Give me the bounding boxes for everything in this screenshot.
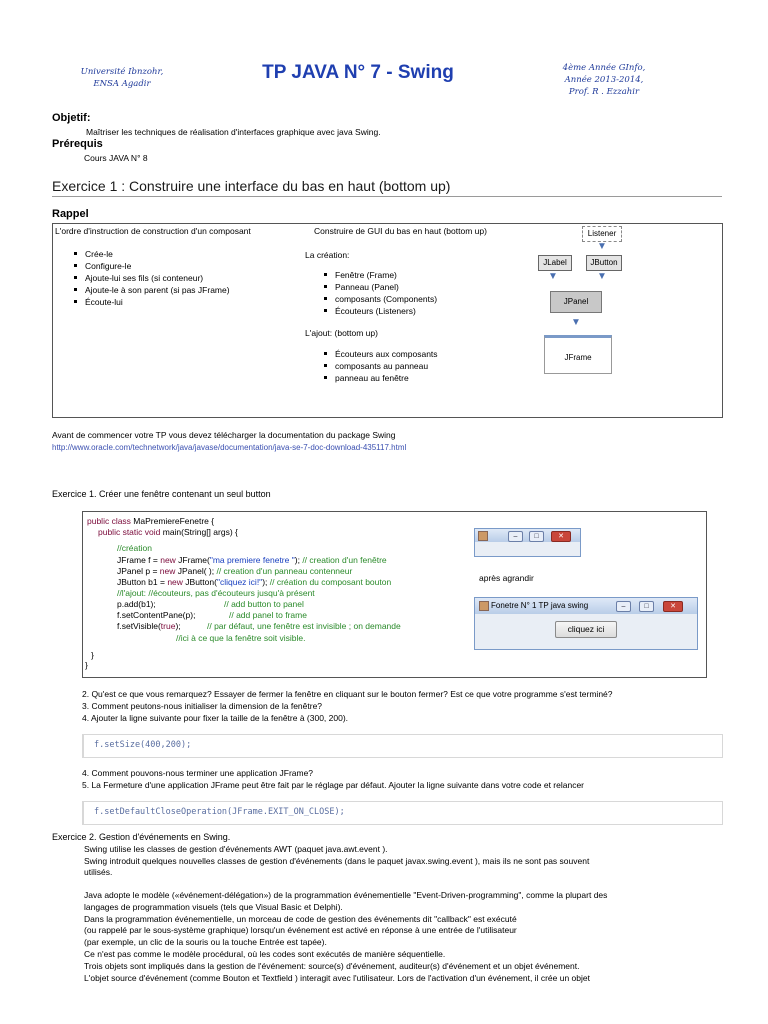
- paragraph-line: Swing introduit quelques nouvelles classes de gestion d'événements (dans le paquet javax.swing.event ), mais ils ne sont pas souvent: [84, 856, 590, 866]
- paragraph-line: Dans la programmation événementielle, un morceau de code de gestion des événements dit "callback" est exécuté: [84, 914, 517, 924]
- code-line: [117, 599, 156, 610]
- code-text: JFrame(: [175, 555, 210, 565]
- creation-label: La création:: [305, 250, 350, 260]
- keyword: public class: [87, 516, 131, 526]
- code-text: f.setVisible(: [117, 621, 161, 631]
- university-label: [72, 66, 172, 90]
- keyword: new: [159, 566, 176, 576]
- code-text: main(String[] args) {: [160, 527, 238, 537]
- download-note: Avant de commencer votre TP vous devez télécharger la documentation du package Swing: [52, 430, 396, 440]
- code-line: }: [91, 650, 94, 660]
- code-comment: // creation d'un panneau contenneur: [216, 566, 353, 576]
- listener-box: Listener: [582, 226, 622, 242]
- code-text: JButton(: [182, 577, 217, 587]
- close-icon[interactable]: ✕: [551, 531, 571, 542]
- paragraph-line: Trois objets sont impliqués dans la gestion de l'événement: source(s) d'événement, auditeur(s) d'événement et un objet événement.: [84, 961, 580, 971]
- code-text: MaPremiereFenetre {: [130, 516, 215, 526]
- list-item: Écouteurs (Listeners): [321, 305, 437, 317]
- code-comment: //création: [117, 543, 152, 553]
- creation-list: [321, 269, 437, 317]
- list-item: composants (Components): [321, 293, 437, 305]
- list-item: composants au panneau: [321, 360, 438, 372]
- code-comment: // add panel to frame: [229, 610, 307, 620]
- ajout-label: L'ajout: (bottom up): [305, 328, 378, 338]
- construction-steps-list: [71, 248, 230, 308]
- rappel-box: [52, 223, 723, 418]
- window-titlebar: [475, 529, 580, 542]
- exercise1-intro: Exercice 1. Créer une fenêtre contenant un seul button: [52, 489, 271, 499]
- jpanel-box: JPanel: [550, 291, 602, 313]
- keyword: public static void: [98, 527, 161, 537]
- code-comment: // création du composant bouton: [269, 577, 392, 587]
- bottom-up-title: Construire de GUI du bas en haut (bottom up): [314, 226, 487, 236]
- prerequis-heading: Prérequis: [52, 138, 103, 150]
- course-prof-line: Prof. R . Ezzahir: [568, 87, 640, 97]
- maximize-icon[interactable]: □: [529, 531, 544, 542]
- code-text: JButton b1 =: [117, 577, 168, 587]
- java-icon: [479, 601, 489, 611]
- keyword: new: [167, 577, 183, 587]
- small-window-preview: [474, 528, 581, 557]
- paragraph-line: utilisés.: [84, 867, 113, 877]
- code-text: );: [175, 621, 181, 631]
- question-4b: 4. Comment pouvons-nous terminer une application JFrame?: [82, 768, 314, 778]
- list-item: panneau au fenêtre: [321, 372, 438, 384]
- rappel-heading: Rappel: [52, 208, 89, 220]
- jframe-box: JFrame: [544, 335, 612, 374]
- code-text: );: [262, 577, 270, 587]
- section-divider: [52, 196, 722, 197]
- code-text: JFrame f =: [117, 555, 161, 565]
- list-item: Écoute-lui: [71, 296, 230, 308]
- code-comment: //ici à ce que la fenêtre soit visible.: [176, 633, 306, 643]
- list-item: Ajoute-le à son parent (si pas JFrame): [71, 284, 230, 296]
- paragraph-line: (ou rappelé par le sous-système graphique) lorsqu'un événement est activé en réponse à une entrée de l'utilisateur: [84, 925, 517, 935]
- code-comment: // add button to panel: [224, 599, 304, 609]
- code-text: JPanel p =: [117, 566, 160, 576]
- close-icon[interactable]: ✕: [663, 601, 683, 612]
- code-listing: [82, 511, 707, 678]
- paragraph-line: Ce n'est pas comme le modèle procédural, où les codes sont exécutés de manière séquentielle.: [84, 949, 446, 959]
- list-item: Panneau (Panel): [321, 281, 437, 293]
- code-text: p.add(b1);: [117, 599, 156, 609]
- keyword: new: [160, 555, 176, 565]
- after-enlarge-label: après agrandir: [479, 573, 534, 583]
- string-literal: "ma premiere fenetre ": [209, 555, 295, 565]
- objectif-heading: Objetif:: [52, 112, 91, 124]
- arrow-down-icon: ▼: [597, 271, 607, 282]
- objectif-text: Maîtriser les techniques de réalisation d'interfaces graphique avec java Swing.: [86, 127, 381, 137]
- cliquez-ici-button[interactable]: cliquez ici: [555, 621, 617, 638]
- question-3: 3. Comment peutons-nous initialiser la dimension de la fenêtre?: [82, 701, 323, 711]
- jlabel-box: JLabel: [538, 255, 572, 271]
- code-snippet-text: f.setSize(400,200);: [94, 740, 192, 750]
- paragraph-line: Java adopte le modèle («événement-délégation») de la programmation événementielle "Event-Driven-programming", comme la plupart des: [84, 890, 608, 900]
- code-line: [117, 610, 195, 621]
- java-icon: [478, 531, 488, 541]
- maximize-icon[interactable]: □: [639, 601, 654, 612]
- code-line: [117, 621, 181, 632]
- code-comment: // creation d'un fenêtre: [302, 555, 387, 565]
- prerequis-text: Cours JAVA N° 8: [84, 153, 148, 163]
- exercise2-title: Exercice 2. Gestion d'événements en Swing.: [52, 832, 231, 842]
- code-line: [98, 527, 238, 538]
- page-title: TP JAVA N° 7 - Swing: [262, 62, 454, 83]
- code-comment: //l'ajout: //écouteurs, pas d'écouteurs jusqu'à présent: [117, 588, 315, 598]
- question-5: 5. La Fermeture d'une application JFrame peut être fait par le réglage par défaut. Ajouter la ligne suivante dans votre code et relancer: [82, 780, 585, 790]
- string-literal: "cliquez ici!": [216, 577, 263, 587]
- minimize-icon[interactable]: –: [508, 531, 523, 542]
- course-level-line: 4ème Année GInfo,: [562, 63, 646, 73]
- code-line: [117, 555, 387, 566]
- school-line: ENSA Agadir: [93, 79, 151, 89]
- list-item: Fenêtre (Frame): [321, 269, 437, 281]
- arrow-down-icon: ▼: [597, 241, 607, 252]
- minimize-icon[interactable]: –: [616, 601, 631, 612]
- construction-order-title: L'ordre d'instruction de construction d'un composant: [55, 226, 251, 236]
- doc-download-link[interactable]: http://www.oracle.com/technetwork/java/javase/documentation/java-se-7-doc-download-435117.html: [52, 443, 407, 452]
- large-window-preview: [474, 597, 698, 650]
- list-item: Écouteurs aux composants: [321, 348, 438, 360]
- paragraph-line: Swing utilise les classes de gestion d'événements AWT (paquet java.awt.event ).: [84, 844, 388, 854]
- list-item: Configure-le: [71, 260, 230, 272]
- code-text: JPanel( );: [175, 566, 217, 576]
- paragraph-line: (par exemple, un clic de la souris ou la touche Entrée est tapée).: [84, 937, 327, 947]
- question-2: 2. Qu'est ce que vous remarquez? Essayer de fermer la fenêtre en cliquant sur le bouton fermer? Est ce que votre programme s'est terminé?: [82, 689, 613, 699]
- code-comment: // par défaut, une fenêtre est invisible ; on demande: [207, 621, 401, 631]
- paragraph-line: L'objet source d'événement (comme Bouton et Textfield ) interagit avec l'utilisateur. Lors de l'activation d'un événement, il crée un objet: [84, 973, 590, 983]
- keyword: true: [160, 621, 176, 631]
- code-line: [117, 577, 391, 588]
- ajout-list: [321, 348, 438, 384]
- course-year-line: Année 2013-2014,: [564, 75, 644, 85]
- arrow-down-icon: ▼: [571, 317, 581, 328]
- exercise1-title: Exercice 1 : Construire une interface du bas en haut (bottom up): [52, 178, 451, 194]
- code-line: [87, 516, 214, 527]
- code-snippet-text: f.setDefaultCloseOperation(JFrame.EXIT_ON_CLOSE);: [94, 807, 345, 817]
- question-4: 4. Ajouter la ligne suivante pour fixer la taille de la fenêtre à (300, 200).: [82, 713, 349, 723]
- window-titlebar: [475, 598, 697, 614]
- list-item: Ajoute-lui ses fils (si conteneur): [71, 272, 230, 284]
- code-text: f.setContentPane(p);: [117, 610, 196, 620]
- arrow-down-icon: ▼: [548, 271, 558, 282]
- university-line: Université Ibnzohr,: [80, 67, 164, 77]
- code-line: [117, 566, 352, 577]
- window-title: Fonetre N° 1 TP java swing: [491, 601, 589, 610]
- jbutton-box: JButton: [586, 255, 622, 271]
- code-snippet: [82, 734, 723, 758]
- list-item: Crée-le: [71, 248, 230, 260]
- code-line: }: [85, 660, 88, 670]
- paragraph-line: langages de programmation visuels (tels que Visual Basic et Delphi).: [84, 902, 343, 912]
- course-info: [548, 62, 660, 98]
- code-text: );: [294, 555, 303, 565]
- code-snippet: [82, 801, 723, 825]
